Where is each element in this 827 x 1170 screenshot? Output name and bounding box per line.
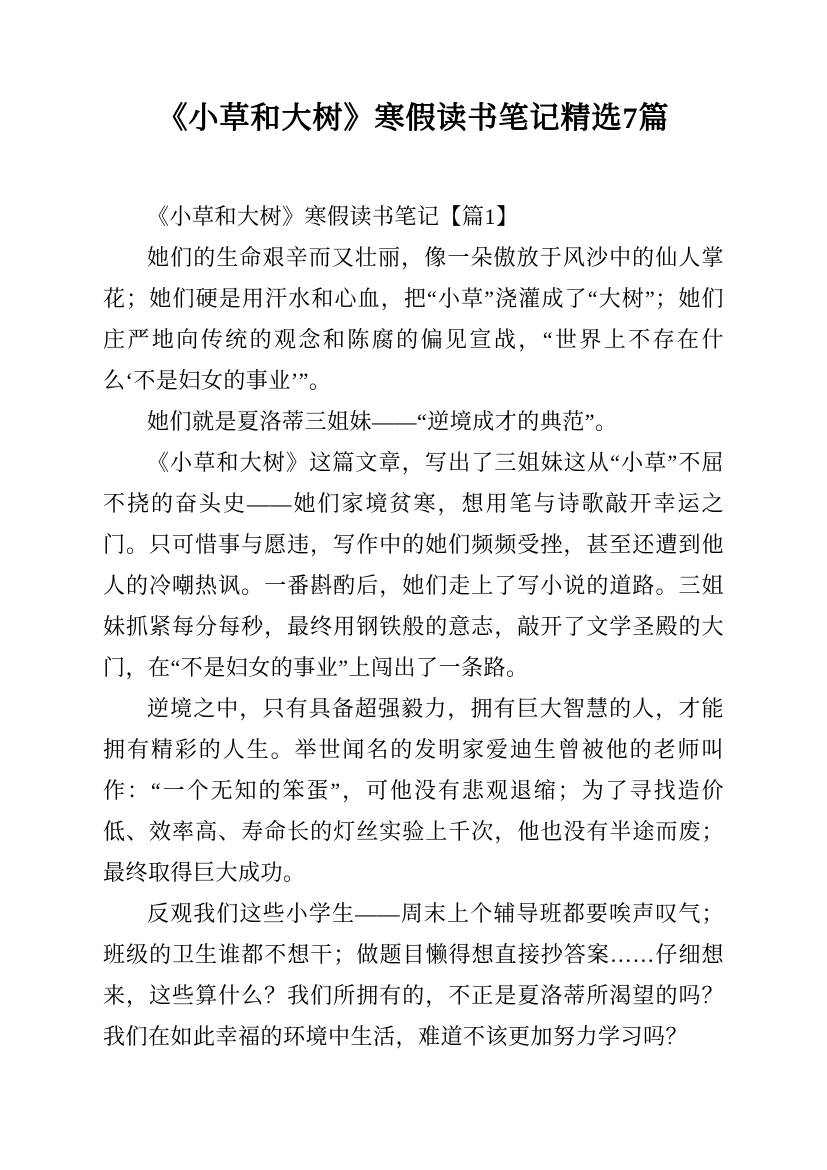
- document-title: 《小草和大树》寒假读书笔记精选7篇: [157, 102, 670, 135]
- section-heading: 《小草和大树》寒假读书笔记【篇1】: [147, 204, 519, 229]
- body-paragraph-2: 她们就是夏洛蒂三姐妹——“逆境成才的典范”。: [147, 409, 618, 434]
- body-paragraph-5: 反观我们这些小学生——周末上个辅导班都要唉声叹气；班级的卫生谁都不想干；做题目懒得想直接抄答案……仔细想来，这些算什么？我们所拥有的，不正是夏洛蒂所渴望的吗？我们在如此幸福的环境中生活，难道不该更加努力学习吗？: [103, 901, 724, 1049]
- document-body: [103, 196, 724, 1057]
- body-paragraph-1: 她们的生命艰辛而又壮丽，像一朵傲放于风沙中的仙人掌花；她们硬是用汗水和心血，把“小草”浇灌成了“大树”；她们庄严地向传统的观念和陈腐的偏见宣战，“世界上不存在什么‘不是妇女的事业’”。: [103, 245, 724, 393]
- body-paragraph-4: 逆境之中，只有具备超强毅力，拥有巨大智慧的人，才能拥有精彩的人生。举世闻名的发明家爱迪生曾被他的老师叫作：“一个无知的笨蛋”，可他没有悲观退缩；为了寻找造价低、效率高、寿命长的灯丝实验上千次，他也没有半途而废；最终取得巨大成功。: [103, 696, 724, 885]
- body-paragraph-3: 《小草和大树》这篇文章，写出了三姐妹这从“小草”不屈不挠的奋头史——她们家境贫寒，想用笔与诗歌敲开幸运之门。只可惜事与愿违，写作中的她们频频受挫，甚至还遭到他人的冷嘲热讽。一番斟酌后，她们走上了写小说的道路。三姐妹抓紧每分每秒，最终用钢铁般的意志，敲开了文学圣殿的大门，在“不是妇女的事业”上闯出了一条路。: [103, 450, 724, 680]
